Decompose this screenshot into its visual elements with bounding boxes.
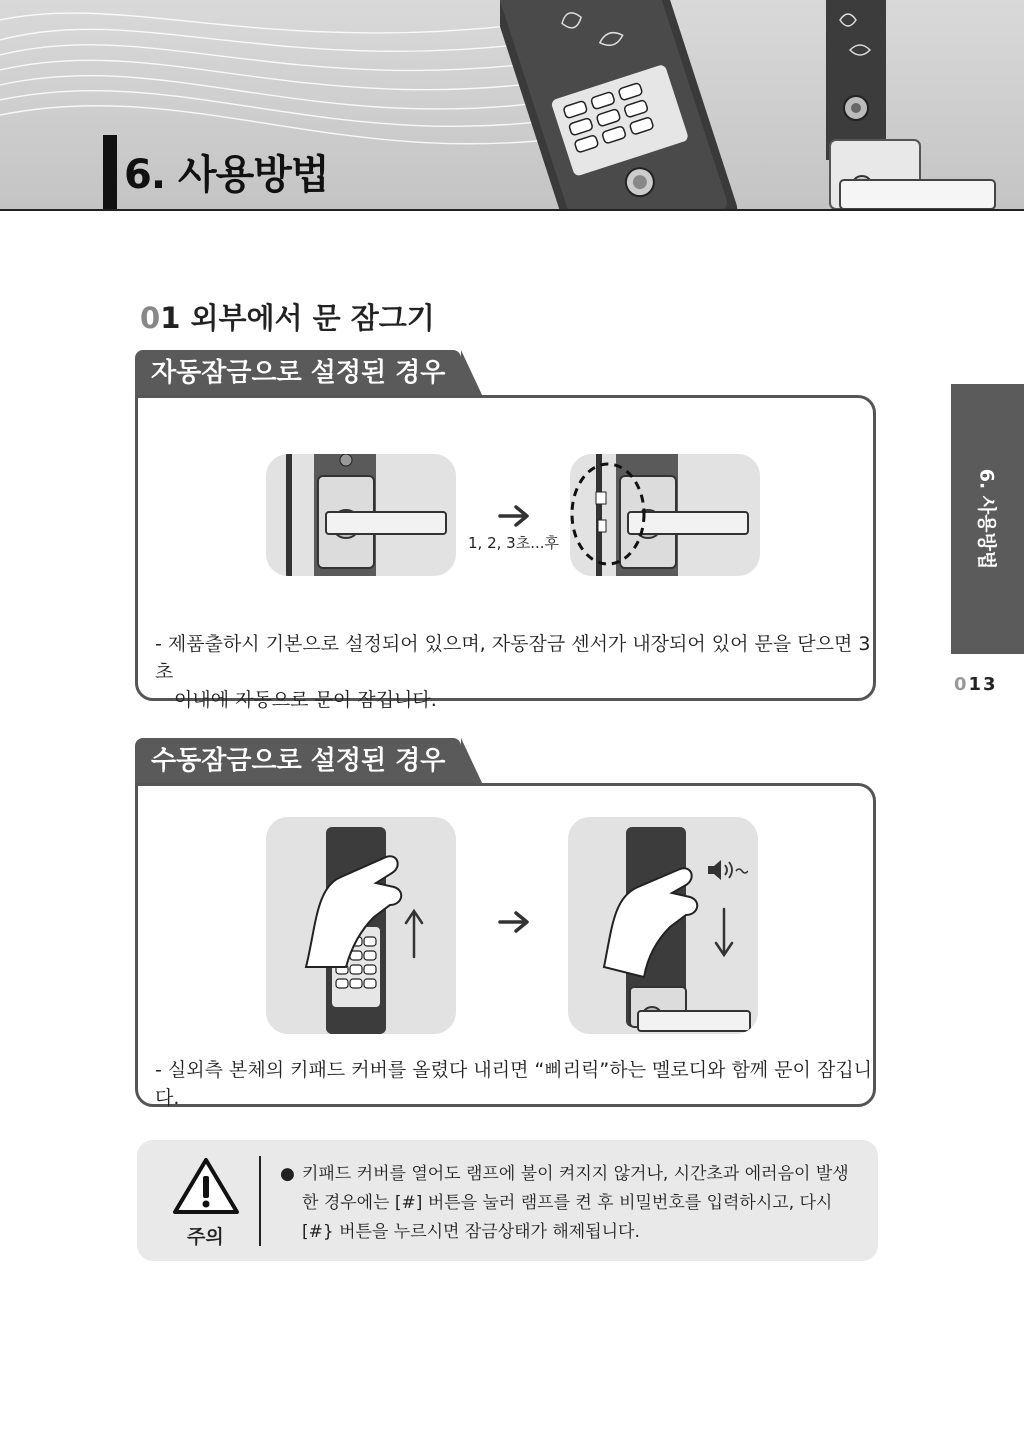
caution-body: 키패드 커버를 열어도 램프에 불이 켜지지 않거나, 시간초과 에러음이 발생한 경우에는 [#] 버튼을 눌러 램프를 켠 후 비밀번호를 입력하시고, 다시 [#} 버튼을 누르시면 잠금상태가 해제됩니다. (302, 1164, 849, 1242)
manual-lock-tab: 수동잠금으로 설정된 경우 (135, 738, 461, 785)
section-number-prefix: 0 (140, 301, 161, 335)
door-closed-sensor-illustration (570, 454, 760, 576)
auto-lock-description-line1: - 제품출하시 기본으로 설정되어 있으며, 자동잠금 센서가 내장되어 있어 문을 닫으면 3초 (155, 633, 871, 683)
auto-lock-step-label: 1, 2, 3초...후 (468, 534, 559, 552)
caution-divider (259, 1156, 261, 1246)
chapter-side-tab (951, 384, 1024, 654)
door-open-photo (266, 454, 456, 576)
auto-lock-tab: 자동잠금으로 설정된 경우 (135, 350, 461, 397)
door-handle-illustration (266, 454, 456, 576)
hand-lowering-cover-illustration (568, 817, 758, 1034)
caution-text (280, 1160, 860, 1247)
caution-label: 주의 (187, 1226, 224, 1248)
auto-lock-description-line2: 이내에 자동으로 문이 잠깁니다. (174, 689, 437, 711)
section-title: 외부에서 문 잠그기 (190, 301, 435, 335)
section-heading (140, 296, 435, 337)
page-number-value: 13 (968, 674, 998, 695)
arrow-right-icon (498, 504, 532, 528)
page-number (954, 674, 998, 695)
warning-triangle-icon (171, 1156, 241, 1216)
hand-lifting-cover-illustration (266, 817, 456, 1034)
manual-lock-panel (135, 783, 876, 1107)
auto-lock-description (155, 630, 873, 714)
cover-down-photo (568, 817, 758, 1034)
page-number-prefix: 0 (954, 674, 969, 695)
auto-lock-panel (135, 395, 876, 711)
section-number: 1 (160, 301, 181, 335)
page-header (0, 0, 1024, 211)
door-closed-photo (570, 454, 760, 576)
chapter-side-tab-label: 6. 사용방법 (975, 468, 998, 570)
header-accent-bar (103, 135, 117, 209)
caution-bullet: ● (280, 1164, 295, 1184)
door-lock-product-illustration (500, 0, 1024, 209)
manual-lock-description: - 실외측 본체의 키패드 커버를 올렸다 내리면 “삐리릭”하는 멜로디와 함께 문이 잠깁니다. (155, 1059, 873, 1109)
cover-up-photo (266, 817, 456, 1034)
arrow-right-icon (498, 910, 532, 934)
page-title: 6. 사용방법 (124, 152, 329, 198)
caution-box (137, 1140, 878, 1261)
speaker-sound-icon (706, 857, 748, 883)
